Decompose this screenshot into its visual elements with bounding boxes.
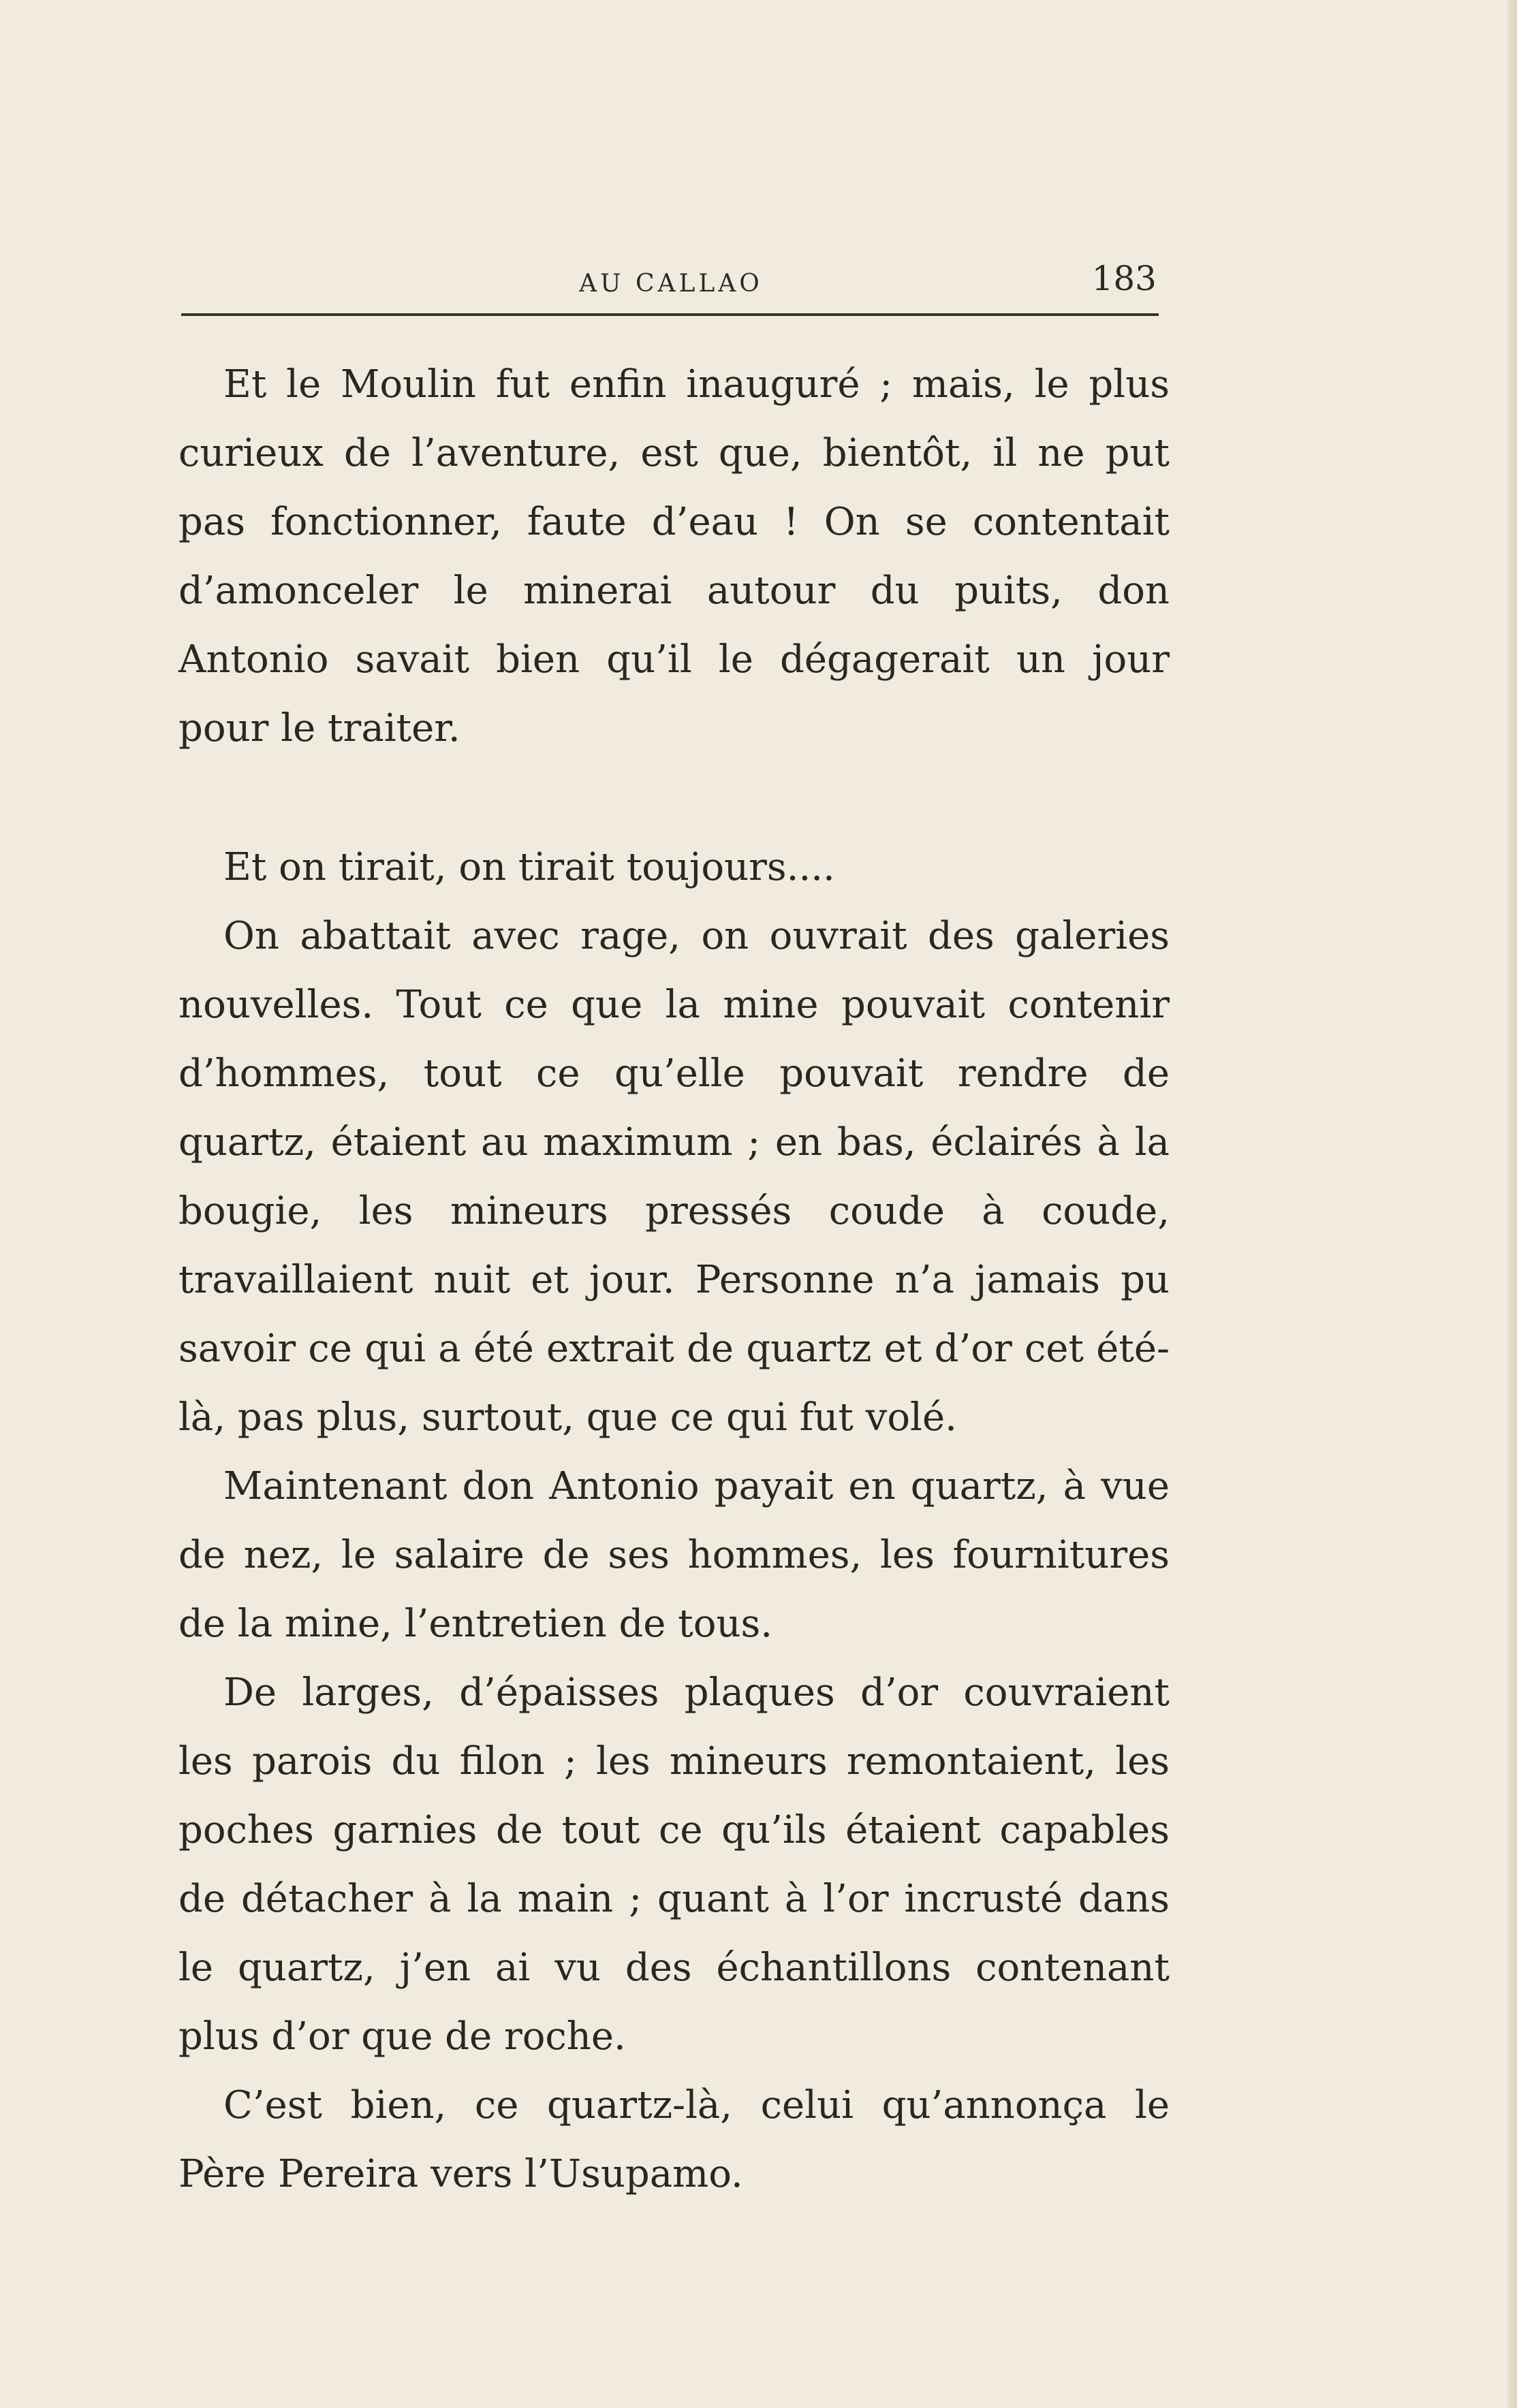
running-title: AU CALLAO bbox=[579, 270, 763, 298]
running-head bbox=[184, 256, 1158, 311]
paragraph: De larges, d’épaisses plaques d’or couvraient les parois du filon ; les mineurs remontaient, les poches garnies de tout ce qu’ils étaient capables de détacher à la main ; quant à l’or incrusté dans le quartz, j’en ai vu des échantillons contenant plus d’or que de roche. bbox=[178, 1670, 1170, 2059]
body-text bbox=[178, 350, 1170, 2208]
page-edge bbox=[1507, 0, 1517, 2408]
header-rule bbox=[181, 313, 1159, 316]
paragraph: Maintenant don Antonio payait en quartz, à vue de nez, le salaire de ses hommes, les fournitures de la mine, l’entretien de tous. bbox=[178, 1464, 1170, 1646]
paragraph: Et on tirait, on tirait toujours.... bbox=[223, 845, 835, 889]
paragraph: Et le Moulin fut enfin inauguré ; mais, le plus curieux de l’aventure, est que, bientôt, il ne put pas fonctionner, faute d’eau ! On se contentait d’amonceler le minerai autour du puits, don Antonio savait bien qu’il le dégagerait un jour pour le traiter. bbox=[178, 362, 1170, 750]
paragraph: C’est bien, ce quartz-là, celui qu’annonça le Père Pereira vers l’Usupamo. bbox=[178, 2083, 1170, 2196]
page-number: 183 bbox=[1091, 259, 1157, 298]
paragraph: On abattait avec rage, on ouvrait des galeries nouvelles. Tout ce que la mine pouvait contenir d’hommes, tout ce qu’elle pouvait rendre de quartz, étaient au maximum ; en bas, éclairés à la bougie, les mineurs pressés coude à coude, travaillaient nuit et jour. Personne n’a jamais pu savoir ce qui a été extrait de quartz et d’or cet été-là, pas plus, surtout, que ce qui fut volé. bbox=[178, 914, 1170, 1440]
